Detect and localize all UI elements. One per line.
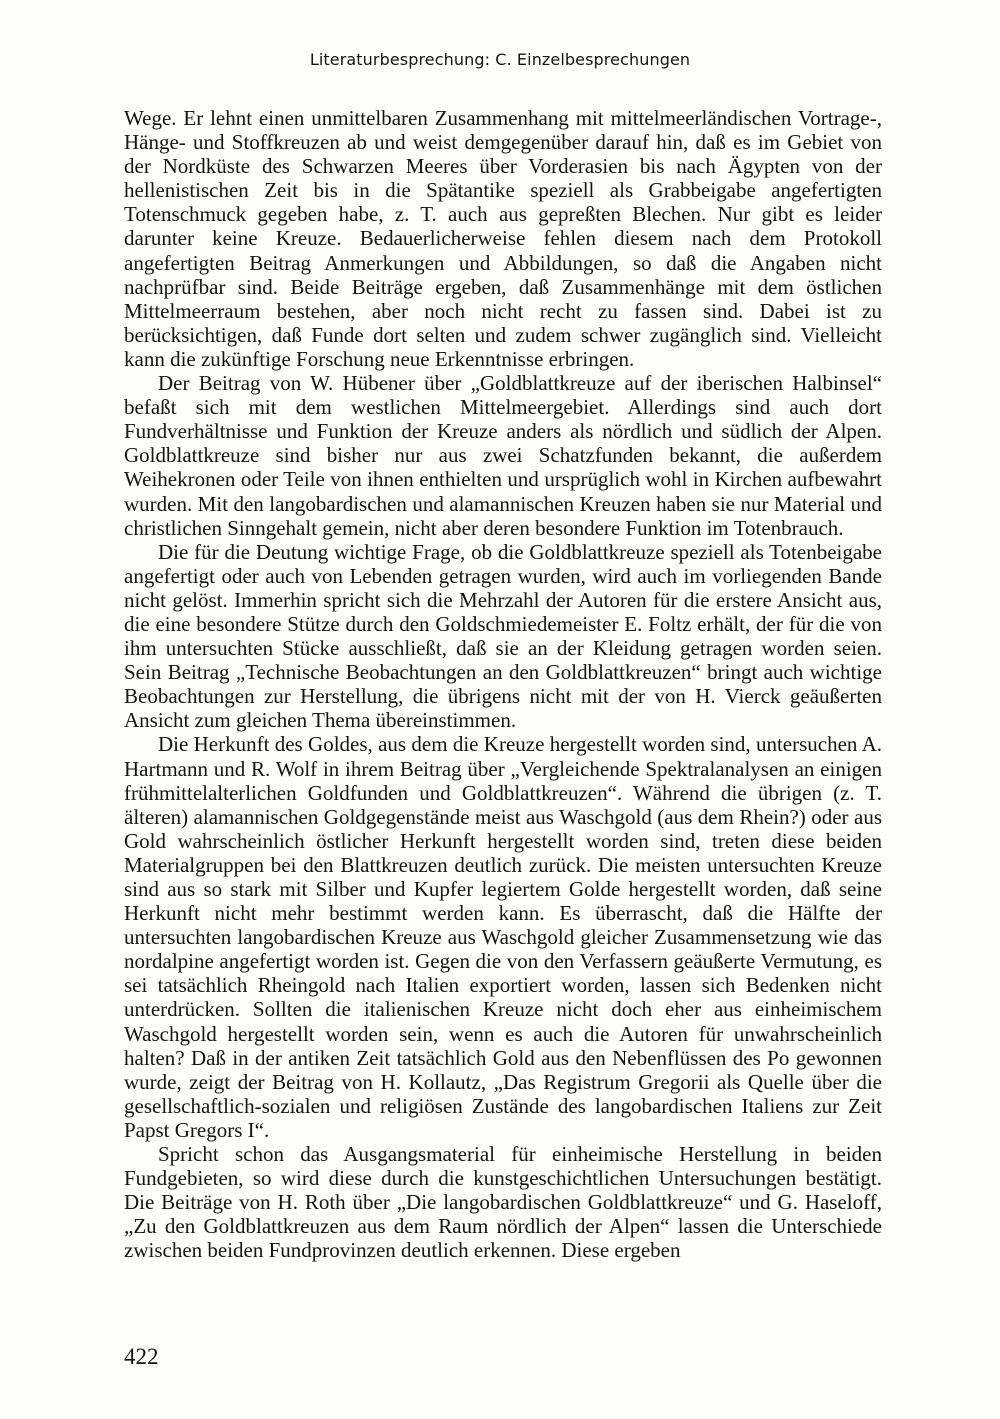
paragraph-huebener: Der Beitrag von W. Hübener über „Goldblattkreuze auf der iberischen Halbinsel“ befaßt sich mit dem westlichen Mittelmeergebiet. Allerdings sind auch dort Fundverhältnisse und Funktion der Kreuze anders als nördlich und südlich der Alpen. Goldblattkreuze sind bisher nur aus zwei Schatzfunden bekannt, die außerdem Weihekronen oder Teile von ihnen enthielten und ursprüglich wohl in Kirchen aufbewahrt wurden. Mit den langobardischen und alamannischen Kreuzen haben sie nur Material und christlichen Sinngehalt gemein, nicht aber deren besondere Funktion im Totenbrauch.	[124, 371, 882, 540]
page-number: 422	[124, 1344, 159, 1369]
paragraph-ausgangsmaterial: Spricht schon das Ausgangsmaterial für einheimische Herstellung in beiden Fundgebieten, so wird diese durch die kunstgeschichtlichen Untersuchungen bestätigt. Die Beiträge von H. Roth über „Die langobardischen Goldblattkreuze“ und G. Haseloff, „Zu den Goldblattkreuzen aus dem Raum nördlich der Alpen“ lassen die Unterschiede zwischen beiden Fundprovinzen deutlich erkennen. Diese ergeben	[124, 1142, 882, 1263]
running-head: Literaturbesprechung: C. Einzelbesprechungen	[309, 50, 691, 69]
paragraph-herkunft-goldes: Die Herkunft des Goldes, aus dem die Kreuze hergestellt worden sind, untersuchen A. Hartmann und R. Wolf in ihrem Beitrag über „Vergleichende Spektralanalysen an einigen frühmittelalterlichen Goldfunden und Goldblattkreuzen“. Während die übrigen (z. T. älteren) alamannischen Goldgegenstände meist aus Waschgold (aus dem Rhein?) oder aus Gold wahrscheinlich östlicher Herkunft hergestellt worden sind, treten diese beiden Materialgruppen bei den Blattkreuzen deutlich zurück. Die meisten untersuchten Kreuze sind aus so stark mit Silber und Kupfer legiertem Golde hergestellt worden, daß seine Herkunft nicht mehr bestimmt werden kann. Es überrascht, daß die Hälfte der untersuchten langobardischen Kreuze aus Waschgold gleicher Zusammensetzung wie das nordalpine angefertigt worden ist. Gegen die von den Verfassern geäußerte Vermutung, es sei tatsächlich Rheingold nach Italien exportiert worden, lassen sich Bedenken nicht unterdrücken. Sollten die italienischen Kreuze nicht doch eher aus einheimischem Waschgold hergestellt worden sein, wenn es auch die Autoren für unwahrscheinlich halten? Daß in der antiken Zeit tatsächlich Gold aus den Nebenflüssen des Po gewonnen wurde, zeigt der Beitrag von H. Kollautz, „Das Registrum Gregorii als Quelle über die gesellschaftlich-sozialen und religiösen Zustände des langobardischen Italiens zur Zeit Papst Gregors I“.	[124, 732, 882, 1142]
paragraph-totenbeigabe: Die für die Deutung wichtige Frage, ob die Goldblattkreuze speziell als Totenbeigabe angefertigt oder auch von Lebenden getragen wurden, wird auch im vorliegenden Bande nicht gelöst. Immerhin spricht sich die Mehrzahl der Autoren für die erstere Ansicht aus, die eine besondere Stütze durch den Goldschmiedemeister E. Foltz erhält, der für die von ihm untersuchten Stücke ausschließt, daß sie an der Kleidung getragen worden seien. Sein Beitrag „Technische Beobachtungen an den Goldblattkreuzen“ bringt auch wichtige Beobachtungen zur Herstellung, die übrigens nicht mit der von H. Vierck geäußerten Ansicht zum gleichen Thema übereinstimmen.	[124, 539, 882, 733]
body-text	[124, 106, 882, 1263]
paragraph-continuation: Wege. Er lehnt einen unmittelbaren Zusammenhang mit mittelmeerländischen Vortrage-, Hänge- und Stoffkreuzen ab und weist demgegenüber darauf hin, daß es im Gebiet von der Nordküste des Schwarzen Meeres über Vorderasien bis nach Ägypten von der hellenistischen Zeit bis in die Spätantike speziell als Grabbeigabe angefertigten Totenschmuck gegeben habe, z. T. auch aus gepreßten Blechen. Nur gibt es leider darunter keine Kreuze. Bedauerlicherweise fehlen diesem nach dem Protokoll angefertigten Beitrag Anmerkungen und Abbildungen, so daß die Angaben nicht nachprüfbar sind. Beide Beiträge ergeben, daß Zusammenhänge mit dem östlichen Mittelmeerraum bestehen, aber noch nicht recht zu fassen sind. Dabei ist zu berücksichtigen, daß Funde dort selten und zudem schwer zugänglich sind. Vielleicht kann die zukünftige Forschung neue Erkenntnisse erbringen.	[124, 106, 882, 371]
